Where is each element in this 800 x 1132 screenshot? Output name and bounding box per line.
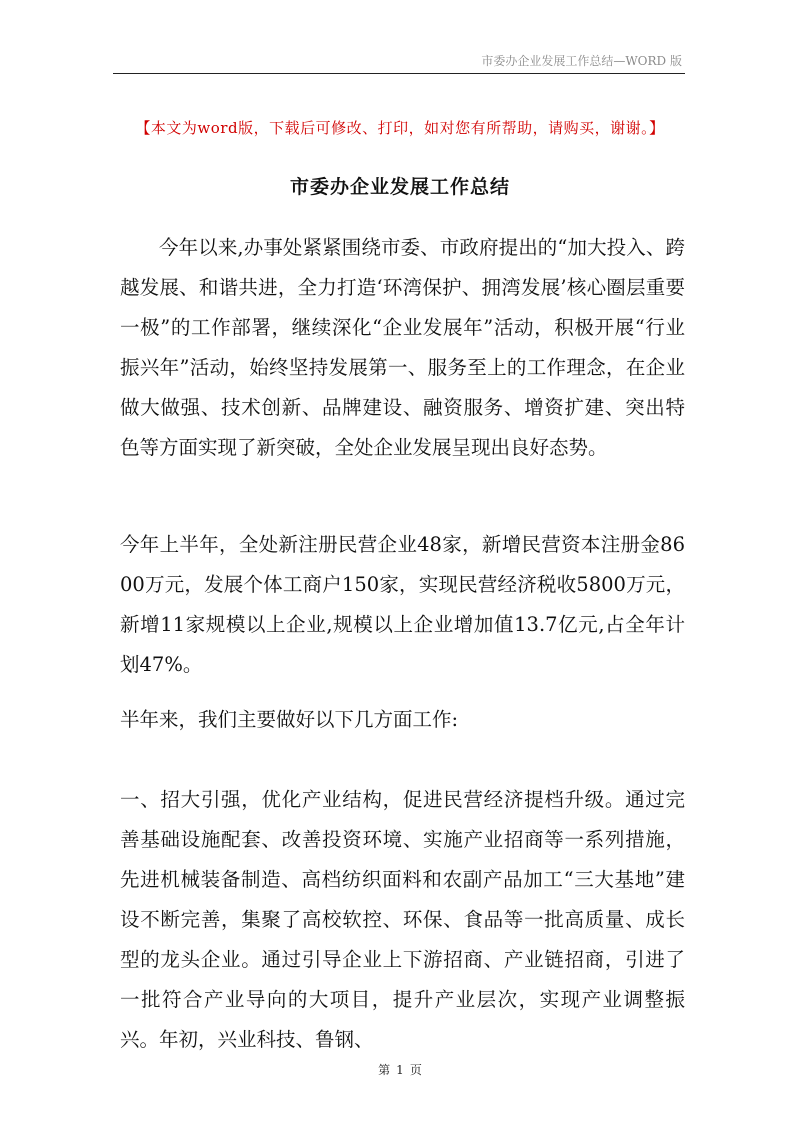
header-divider <box>113 73 685 74</box>
paragraph-section-one: 一、招大引强，优化产业结构，促进民营经济提档升级。通过完善基础设施配套、改善投资环境、实施产业招商等一系列措施，先进机械装备制造、高档纺织面料和农副产品加工“三大基地”建设不断完善，集聚了高校软控、环保、食品等一批高质量、成长型的龙头企业。通过引导企业上下游招商、产业链招商，引进了一批符合产业导向的大项目，提升产业层次，实现产业调整振兴。年初，兴业科技、鲁钢、 <box>120 788 685 1051</box>
paragraph-intro: 今年以来,办事处紧紧围绕市委、市政府提出的“加大投入、跨越发展、和谐共进，全力打造‘环湾保护、拥湾发展’核心圈层重要一极”的工作部署，继续深化“企业发展年”活动，积极开展“行业振兴年”活动，始终坚持发展第一、服务至上的工作理念，在企业做大做强、技术创新、品牌建设、融资服务、增资扩建、突出特色等方面实现了新突破，全处企业发展呈现出良好态势。 <box>120 236 685 459</box>
footer-prefix: 第 <box>378 1063 391 1077</box>
purchase-notice: 【本文为word版，下载后可修改、打印，如对您有所帮助，请购买，谢谢。】 <box>135 119 665 137</box>
document-title: 市委办企业发展工作总结 <box>289 176 510 198</box>
paragraph-summary-lead: 半年来，我们主要做好以下几方面工作: <box>120 708 459 731</box>
page-number: 1 <box>396 1063 404 1077</box>
running-header: 市委办企业发展工作总结—WORD 版 <box>481 54 682 68</box>
paragraph-statistics: 今年上半年，全处新注册民营企业48家，新增民营资本注册金8600万元，发展个体工商户150家，实现民营经济税收5800万元，新增11家规模以上企业,规模以上企业增加值13.7亿元,占全年计划47%。 <box>120 533 685 676</box>
footer-suffix: 页 <box>409 1063 422 1077</box>
page-footer <box>0 1061 800 1078</box>
